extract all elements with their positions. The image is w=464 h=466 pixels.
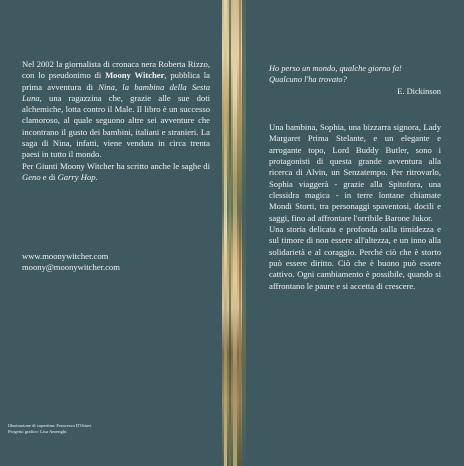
bio-text: , una ragazzina che, grazie alle sue doti alchemiche, lotta contro il Male. Il libro è un successo clamoroso, al quale seguono altre sei avventure che incontrano il gusto dei bambini, italiani e stranieri. La saga di Nina, infatti, viene venduta in circa trenta paesi in tutto il mondo. bbox=[22, 92, 210, 160]
epigraph-line: Ho perso un mondo, qualche giorno fa! bbox=[269, 64, 402, 73]
series-text: e di bbox=[40, 171, 58, 182]
first-book-title: Nina, la bambina della Sesta Luna bbox=[22, 81, 210, 103]
author-contacts bbox=[22, 251, 210, 274]
author-biography bbox=[22, 59, 210, 183]
book-synopsis bbox=[269, 122, 441, 292]
website-link[interactable]: www.moonywitcher.com bbox=[22, 251, 109, 261]
graphic-design-credit: Progetto grafico: Lisa Amerighi bbox=[8, 429, 67, 434]
synopsis-paragraph: Una storia delicata e profonda sulla timidezza e sul timore di non essere all'altezza, e un inno alla solidarietà e al coraggio. Perché ciò che è storto può essere diritto. Ciò che è buono può essere cattivo. Ogni cambiamento è possibile, quando si affrontano le paure e si accetta di crescere. bbox=[269, 224, 441, 291]
series-paragraph bbox=[22, 161, 210, 184]
credits bbox=[8, 423, 208, 435]
series-title-garry-hop: Garry Hop bbox=[57, 171, 96, 182]
series-text: . bbox=[95, 171, 98, 182]
epigraph bbox=[269, 63, 439, 86]
cover-illustration-credit: Illustrazione di copertina: Francesca D'Ottavi bbox=[8, 423, 92, 428]
epigraph-author: E. Dickinson bbox=[397, 87, 441, 96]
left-flap bbox=[0, 0, 222, 466]
series-title-geno: Geno bbox=[22, 171, 41, 182]
bio-text: , pubblica la prima avventura di bbox=[22, 70, 210, 92]
author-pseudonym: Moony Witcher bbox=[105, 70, 165, 81]
synopsis-paragraph: Una bambina, Sophia, una bizzarra signora, Lady Margaret Prima Stelante, e un elegante e arrogante topo, Lord Buddy Butler, sono i protagonisti di questa grande avventura alla ricerca di Alvin, un Senzatempo. Per ritrovarlo, Sophia viaggerà - grazie alla Spitofora, una clessidra magica - in terre lontane chiamate Mondi Storti, tra personaggi spaventosi, docili e saggi, fino ad affrontare l'orribile Barone Jukor. bbox=[269, 122, 441, 223]
series-text: Per Giunti Moony Witcher ha scritto anche le saghe di bbox=[22, 160, 210, 171]
bio-text: Nel 2002 la giornalista di cronaca nera Roberta Rizzo, con lo pseudonimo di bbox=[22, 59, 210, 81]
cover-illustration-strip bbox=[222, 0, 246, 466]
email-link[interactable]: moony@moonywitcher.com bbox=[22, 262, 120, 273]
bio-paragraph bbox=[22, 59, 210, 161]
epigraph-line: Qualcuno l'ha trovato? bbox=[269, 75, 347, 85]
